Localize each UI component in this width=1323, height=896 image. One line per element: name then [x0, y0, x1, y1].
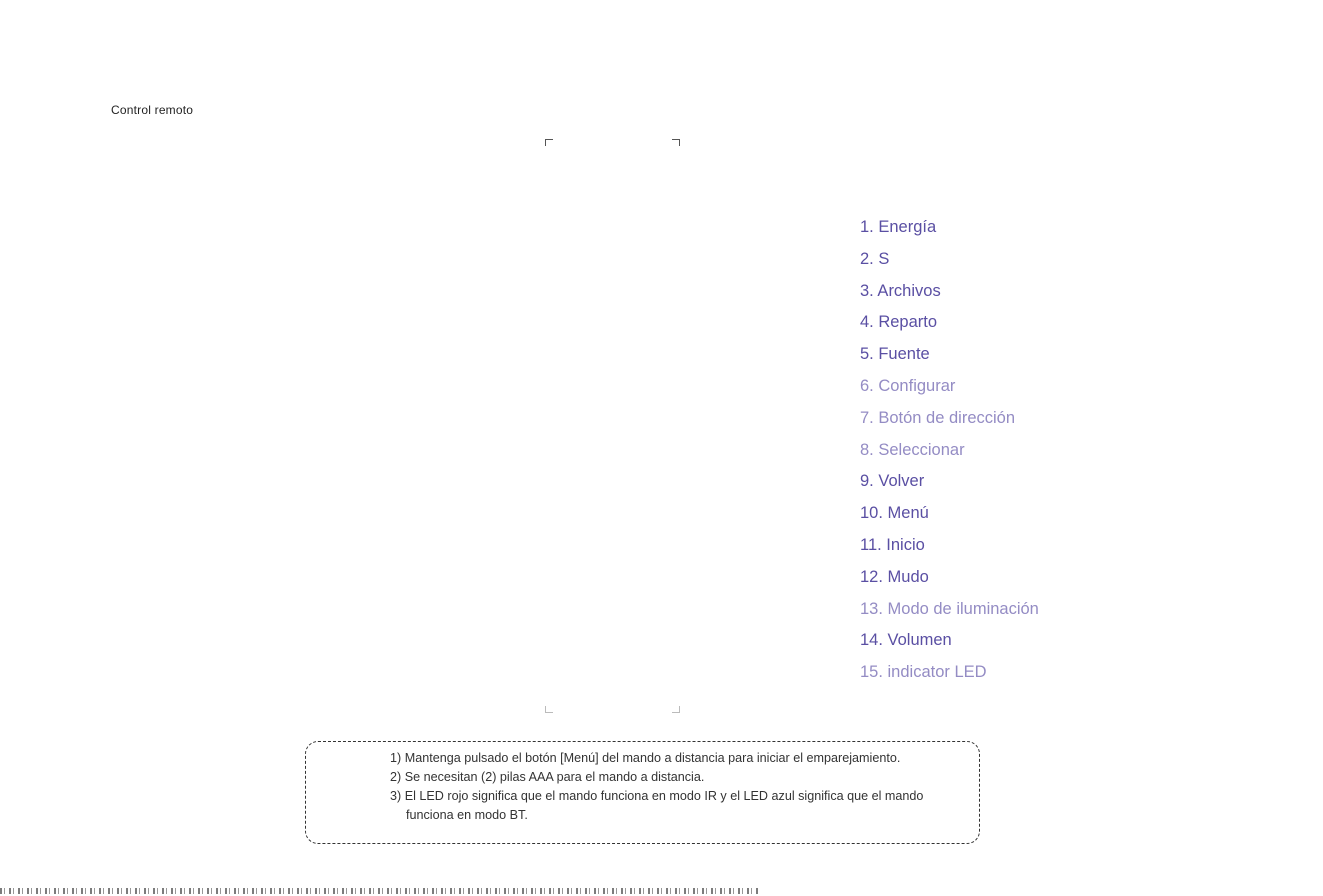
legend-item: 7. Botón de dirección	[860, 408, 1016, 427]
note-item: 2) Se necesitan (2) pilas AAA para el mando a distancia.	[390, 770, 705, 784]
legend-item: 12. Mudo	[860, 567, 929, 586]
button-legend	[860, 214, 1039, 691]
legend-item: 2. S	[860, 249, 890, 268]
crop-mark	[672, 139, 680, 146]
legend-item: 11. Inicio	[860, 535, 925, 554]
remote-figure-frame	[545, 139, 680, 713]
crop-mark	[545, 706, 553, 713]
note-item: 3) El LED rojo significa que el mando funciona en modo IR y el LED azul significa que el mando funciona en modo BT.	[390, 789, 924, 822]
crop-mark	[672, 706, 680, 713]
note-item: 1) Mantenga pulsado el botón [Menú] del mando a distancia para iniciar el emparejamiento.	[390, 751, 901, 765]
legend-item: 13. Modo de iluminación	[860, 599, 1039, 618]
legend-item: 15. indicator LED	[860, 663, 987, 682]
legend-item: 6. Configurar	[860, 376, 956, 395]
notes-box	[305, 741, 980, 844]
legend-item: 9. Volver	[860, 472, 925, 491]
legend-item: 3. Archivos	[860, 281, 941, 300]
notes-list	[390, 749, 960, 825]
legend-item: 10. Menú	[860, 504, 929, 523]
legend-item: 1. Energía	[860, 218, 937, 236]
legend-item: 5. Fuente	[860, 345, 930, 364]
crop-mark	[545, 139, 553, 146]
legend-item: 8. Seleccionar	[860, 440, 965, 459]
legend-item: 14. Volumen	[860, 631, 952, 650]
scan-artifact-strip	[0, 888, 760, 894]
legend-item: 4. Reparto	[860, 313, 938, 332]
section-title: Control remoto	[111, 103, 194, 117]
